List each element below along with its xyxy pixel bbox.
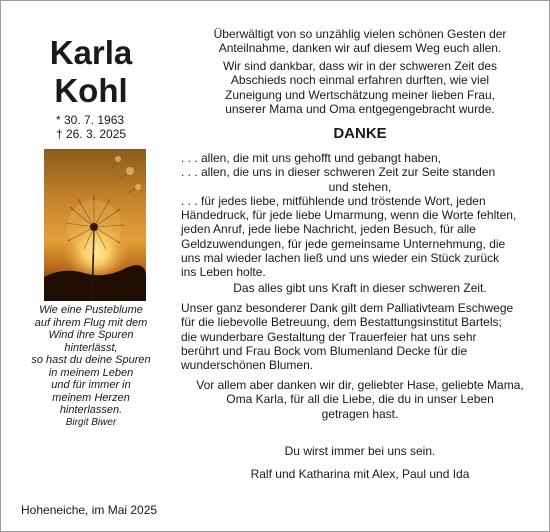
text-line: uns mal wieder lachen ließ und uns wieder ein Stück zurück xyxy=(181,251,500,266)
text-line: Zuneigung und Wertschätzung meiner lieben Frau, xyxy=(225,87,495,102)
intro-paragraph xyxy=(181,27,539,56)
text-line: wunderschönen Blumen. xyxy=(181,358,314,373)
thanks-list xyxy=(181,151,539,280)
poem-line: so hast du deine Spuren xyxy=(31,354,151,366)
text-line: getragen hast. xyxy=(321,406,399,421)
text-line: Oma Karla, für all die Liebe, die du in unser Leben xyxy=(226,392,494,407)
place-date: Hoheneiche, im Mai 2025 xyxy=(21,503,158,517)
text-line: für die liebevolle Betreuung, dem Bestattungsinstitut Bartels; xyxy=(181,315,502,330)
text-line: berührt und Frau Bock vom Blumenland Decke für die xyxy=(181,343,468,358)
text-line: Abschieds noch einmal erfahren durften, wie viel xyxy=(230,73,490,88)
above-all-paragraph xyxy=(181,378,539,421)
text-line: Überwältigt von so unzählig vielen schönen Gesten der xyxy=(213,27,507,41)
special-thanks-paragraph xyxy=(181,301,539,372)
text-line: Du wirst immer bei uns sein. xyxy=(284,444,436,458)
poem-line: und für immer in xyxy=(51,379,131,391)
poem-author: Birgit Biwer xyxy=(65,416,117,428)
danke-heading: DANKE xyxy=(333,125,387,142)
closing-line xyxy=(181,444,539,458)
poem-line: hinterlassen. xyxy=(59,404,123,416)
poem-line: Wind ihre Spuren xyxy=(48,329,134,341)
text-line: und stehen, xyxy=(328,179,392,194)
poem-line: auf ihrem Flug mit dem xyxy=(34,316,148,329)
text-line: Wir sind dankbar, dass wir in der schweren Zeit des xyxy=(222,59,498,73)
dandelion-photo xyxy=(44,149,146,301)
text-line: Geldzuwendungen, für jede gemeinsame Unternehmung, die xyxy=(181,236,506,251)
text-line: Anteilnahme, danken wir auf diesem Weg euch allen. xyxy=(218,41,502,56)
poem-line: Wie eine Pusteblume xyxy=(39,304,143,316)
text-line: Das alles gibt uns Kraft in dieser schweren Zeit. xyxy=(233,281,487,295)
text-line: jeden Anruf, jede liebe Nachricht, jeden Besuch, für alle xyxy=(181,222,476,237)
text-line: Unser ganz besonderer Dank gilt dem Palliativteam Eschwege xyxy=(181,301,514,315)
poem xyxy=(1,304,181,429)
poem-line: hinterlässt, xyxy=(64,341,118,354)
text-line: . . . allen, die uns in dieser schweren Zeit zur Seite standen xyxy=(181,165,496,180)
birth-date: * 30. 7. 1963 xyxy=(56,113,125,127)
gratitude-paragraph xyxy=(181,59,539,116)
last-name: Kohl xyxy=(54,72,128,109)
text-line: unserer Mama und Oma entgegengebracht wurde. xyxy=(225,101,495,116)
strength-line xyxy=(181,281,539,295)
poem-line: meinem Herzen xyxy=(52,391,130,404)
text-line: Ralf und Katharina mit Alex, Paul und Ida xyxy=(250,467,470,481)
text-line: Vor allem aber danken wir dir, geliebter Hase, geliebte Mama, xyxy=(196,378,524,392)
text-line: die wunderbare Gestaltung der Trauerfeier hat uns sehr xyxy=(181,329,477,344)
text-line: Händedruck, für jede liebe Umarmung, wenn die Worte fehlten, xyxy=(181,208,517,223)
left-column xyxy=(1,1,181,531)
signature xyxy=(181,467,539,481)
death-date: † 26. 3. 2025 xyxy=(56,127,127,141)
poem-line: in meinem Leben xyxy=(48,366,134,379)
life-dates xyxy=(56,113,126,141)
text-line: ins Leben holte. xyxy=(181,265,266,280)
first-name: Karla xyxy=(49,34,133,71)
text-line: . . . allen, die mit uns gehofft und gebangt haben, xyxy=(181,151,441,165)
text-line: . . . für jedes liebe, mitfühlende und tröstende Wort, jeden xyxy=(181,193,486,208)
